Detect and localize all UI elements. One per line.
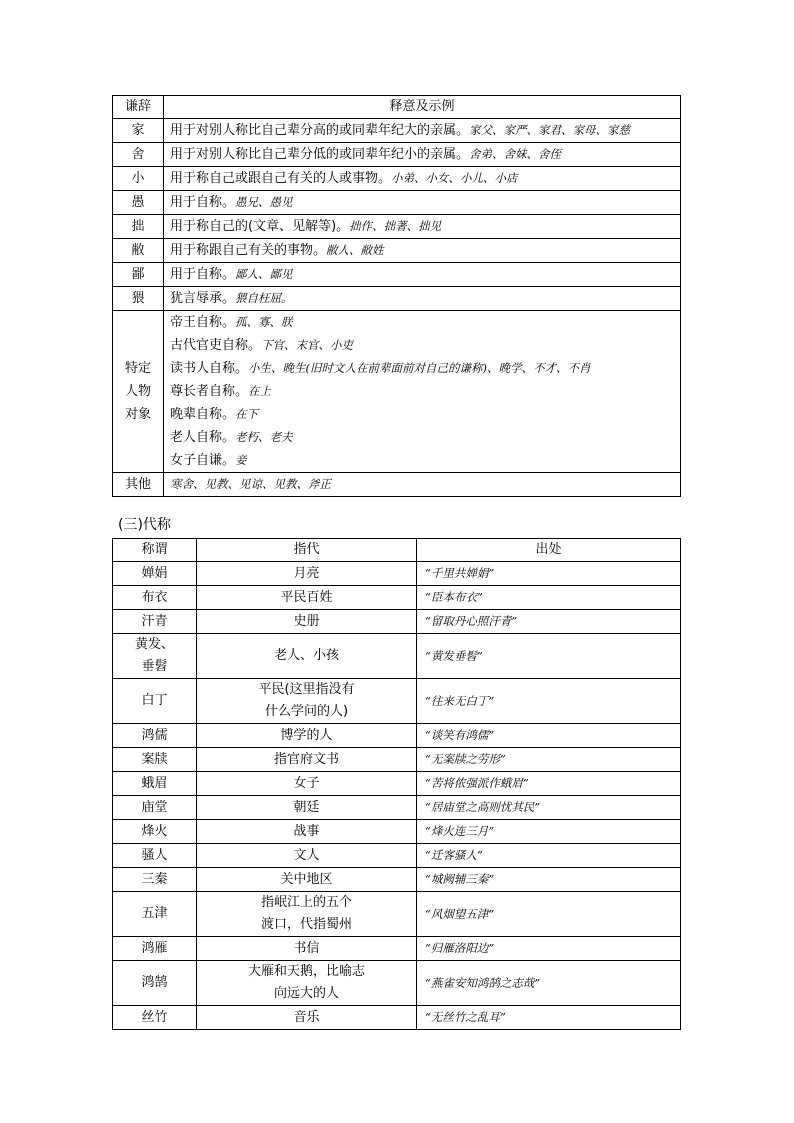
term-text: 骚人 bbox=[141, 847, 168, 863]
meaning-cell bbox=[197, 937, 417, 961]
section-title: (三)代称 bbox=[118, 517, 171, 533]
source-cell bbox=[417, 892, 681, 937]
table-row bbox=[113, 215, 681, 239]
definition-text: 用于对别人称比自己辈分低的或同辈年纪小的亲属。 bbox=[170, 147, 470, 162]
meaning-cell bbox=[197, 844, 417, 868]
example-text: 下官、末官、小吏 bbox=[261, 338, 354, 352]
definition-cell bbox=[164, 143, 681, 167]
example-text: 孤、寡、朕 bbox=[235, 315, 293, 329]
table-row bbox=[113, 634, 681, 679]
example-text: 小弟、小女、小儿、小店 bbox=[391, 171, 518, 185]
meaning-text: 平民百姓 bbox=[280, 589, 333, 605]
term-text: 布衣 bbox=[141, 589, 168, 605]
table-row bbox=[113, 892, 681, 937]
source-quote: “留取丹心照汗青” bbox=[425, 614, 518, 628]
definition-cell bbox=[164, 215, 681, 239]
meaning-cell bbox=[197, 892, 417, 937]
source-quote: “城阙辅三秦” bbox=[425, 872, 495, 886]
source-quote: “无丝竹之乱耳” bbox=[425, 1010, 506, 1024]
definition-line bbox=[170, 426, 676, 449]
meaning-cell bbox=[197, 724, 417, 748]
meaning-cell bbox=[197, 610, 417, 634]
table-row bbox=[113, 724, 681, 748]
source-cell bbox=[417, 562, 681, 586]
column-header: 指代 bbox=[197, 539, 417, 562]
humble-word: 舍 bbox=[113, 143, 164, 167]
meaning-cell bbox=[197, 772, 417, 796]
meaning-cell bbox=[197, 586, 417, 610]
term-cell bbox=[113, 796, 197, 820]
definition-text: 用于称自己或跟自己有关的人或事物。 bbox=[170, 171, 392, 186]
meaning-cell bbox=[197, 868, 417, 892]
definition-text: 老人自称。 bbox=[170, 430, 236, 445]
meaning-cell bbox=[197, 562, 417, 586]
example-text: 猥自枉屈。 bbox=[235, 291, 293, 305]
table-row bbox=[113, 167, 681, 191]
source-cell bbox=[417, 724, 681, 748]
humble-word: 家 bbox=[113, 119, 164, 143]
term-cell bbox=[113, 937, 197, 961]
special-object-label: 人物 bbox=[124, 384, 151, 399]
meaning-cell bbox=[197, 679, 417, 724]
example-text: 鄙人、鄙见 bbox=[235, 267, 293, 281]
table-row bbox=[113, 772, 681, 796]
definition-text: 犹言辱承。 bbox=[170, 291, 236, 306]
meaning-cell bbox=[197, 748, 417, 772]
definition-line bbox=[170, 449, 676, 472]
humble-word: 拙 bbox=[113, 215, 164, 239]
column-header: 称谓 bbox=[113, 539, 197, 562]
source-cell bbox=[417, 1006, 681, 1030]
special-object-label: 对象 bbox=[124, 407, 151, 422]
meaning-cell bbox=[197, 820, 417, 844]
term-text: 汗青 bbox=[141, 613, 168, 629]
example-text: 在下 bbox=[235, 407, 259, 421]
term-cell bbox=[113, 724, 197, 748]
source-cell bbox=[417, 796, 681, 820]
source-quote: “归雁洛阳边” bbox=[425, 941, 495, 955]
meaning-cell bbox=[197, 796, 417, 820]
table-row bbox=[113, 562, 681, 586]
definition-text: 用于对别人称比自己辈分高的或同辈年纪大的亲属。 bbox=[170, 123, 470, 138]
example-text: 小生、晚生(旧时文人在前辈面前对自己的谦称)、晚学、不才、不肖 bbox=[248, 361, 591, 375]
definition-line bbox=[170, 311, 676, 334]
table-row bbox=[113, 287, 681, 311]
table-row bbox=[113, 844, 681, 868]
meaning-text: 大雁和天鹅，比喻志 bbox=[247, 964, 365, 979]
definition-cell bbox=[164, 311, 681, 473]
meaning-text: 什么学问的人) bbox=[264, 704, 349, 719]
table-row bbox=[113, 961, 681, 1006]
special-object-label: 特定 bbox=[124, 361, 151, 376]
source-cell bbox=[417, 679, 681, 724]
term-text: 鸿儒 bbox=[141, 727, 168, 743]
definition-text: 晚辈自称。 bbox=[170, 407, 236, 422]
definition-line bbox=[170, 403, 676, 426]
term-cell bbox=[113, 748, 197, 772]
source-cell bbox=[417, 586, 681, 610]
source-quote: “黄发垂髫” bbox=[425, 648, 483, 663]
meaning-text: 书信 bbox=[293, 940, 320, 956]
table-row bbox=[113, 311, 681, 473]
source-quote: “谈笑有鸿儒” bbox=[425, 728, 495, 742]
meaning-text: 史册 bbox=[293, 613, 320, 629]
term-cell bbox=[113, 1006, 197, 1030]
source-quote: “往来无白丁” bbox=[425, 693, 495, 708]
source-quote: “燕雀安知鸿鹄之志哉” bbox=[425, 975, 541, 990]
definition-text: 用于称跟自己有关的事物。 bbox=[170, 243, 327, 258]
source-quote: “苦将侬强派作蛾眉” bbox=[425, 776, 529, 790]
source-quote: “迁客骚人” bbox=[425, 848, 483, 862]
term-text: 鸿鹄 bbox=[141, 975, 168, 990]
humble-word: 敝 bbox=[113, 239, 164, 263]
definition-line bbox=[170, 334, 676, 357]
source-quote: “居庙堂之高则忧其民” bbox=[425, 800, 541, 814]
definition-line bbox=[170, 380, 676, 403]
definition-text: 帝王自称。 bbox=[170, 315, 236, 330]
meaning-text: 平民(这里指没有 bbox=[258, 682, 355, 697]
term-cell bbox=[113, 679, 197, 724]
source-quote: “风烟望五津” bbox=[425, 906, 495, 921]
definition-text: 古代官吏自称。 bbox=[170, 338, 262, 353]
definition-cell bbox=[164, 287, 681, 311]
source-cell bbox=[417, 748, 681, 772]
term-cell bbox=[113, 634, 197, 679]
source-quote: “臣本布衣” bbox=[425, 590, 483, 604]
source-cell bbox=[417, 868, 681, 892]
meaning-cell bbox=[197, 634, 417, 679]
definition-cell bbox=[164, 191, 681, 215]
term-cell bbox=[113, 772, 197, 796]
column-header: 谦辞 bbox=[113, 96, 164, 119]
term-text: 黄发、 bbox=[134, 637, 174, 652]
term-cell bbox=[113, 820, 197, 844]
meaning-text: 女子 bbox=[293, 775, 320, 791]
humble-word: 小 bbox=[113, 167, 164, 191]
definition-text: 尊长者自称。 bbox=[170, 384, 249, 399]
example-text: 拙作、拙著、拙见 bbox=[349, 219, 442, 233]
table-row bbox=[113, 868, 681, 892]
table-row bbox=[113, 820, 681, 844]
table-row bbox=[113, 679, 681, 724]
example-text: 老朽、老夫 bbox=[235, 430, 293, 444]
term-cell bbox=[113, 610, 197, 634]
table-row bbox=[113, 748, 681, 772]
meaning-text: 向远大的人 bbox=[273, 986, 339, 1001]
term-text: 庙堂 bbox=[141, 799, 168, 815]
definition-cell bbox=[164, 263, 681, 287]
source-cell bbox=[417, 772, 681, 796]
humble-word: 愚 bbox=[113, 191, 164, 215]
source-cell bbox=[417, 634, 681, 679]
term-text: 烽火 bbox=[141, 823, 168, 839]
table-row bbox=[113, 586, 681, 610]
meaning-text: 战事 bbox=[293, 823, 320, 839]
meaning-text: 朝廷 bbox=[293, 799, 320, 815]
meaning-text: 指岷江上的五个 bbox=[260, 895, 352, 910]
table-row bbox=[113, 610, 681, 634]
definition-text: 用于自称。 bbox=[170, 267, 236, 282]
table-row bbox=[113, 937, 681, 961]
meaning-text: 月亮 bbox=[293, 565, 320, 581]
example-text: 家父、家严、家君、家母、家慈 bbox=[469, 123, 631, 137]
term-text: 婵娟 bbox=[141, 565, 168, 581]
column-header: 出处 bbox=[417, 539, 681, 562]
table-row bbox=[113, 796, 681, 820]
term-cell bbox=[113, 562, 197, 586]
humble-word: 鄙 bbox=[113, 263, 164, 287]
term-cell bbox=[113, 892, 197, 937]
term-text: 垂髫 bbox=[141, 659, 168, 674]
example-text: 敝人、敝姓 bbox=[326, 243, 384, 257]
term-cell bbox=[113, 868, 197, 892]
meaning-text: 指官府文书 bbox=[273, 751, 339, 767]
source-cell bbox=[417, 844, 681, 868]
term-cell bbox=[113, 961, 197, 1006]
definition-cell bbox=[164, 119, 681, 143]
table-row bbox=[113, 239, 681, 263]
term-cell bbox=[113, 844, 197, 868]
definition-cell bbox=[164, 239, 681, 263]
source-cell bbox=[417, 961, 681, 1006]
example-text: 舍弟、舍妹、舍侄 bbox=[469, 147, 562, 161]
meaning-text: 音乐 bbox=[293, 1009, 320, 1025]
meaning-text: 文人 bbox=[293, 847, 320, 863]
meaning-text: 渡口，代指蜀州 bbox=[260, 917, 352, 932]
term-text: 丝竹 bbox=[141, 1009, 168, 1025]
table-row bbox=[113, 1006, 681, 1030]
term-text: 鸿雁 bbox=[141, 940, 168, 956]
source-quote: “烽火连三月” bbox=[425, 824, 495, 838]
source-cell bbox=[417, 820, 681, 844]
term-text: 三秦 bbox=[141, 871, 168, 887]
example-text: 寒舍、见教、见谅、见教、斧正 bbox=[170, 477, 331, 491]
table-header-row bbox=[113, 539, 681, 562]
table-row bbox=[113, 473, 681, 497]
term-text: 五津 bbox=[141, 906, 168, 921]
special-object-cell bbox=[113, 311, 164, 473]
alias-table bbox=[112, 538, 681, 1030]
definition-cell bbox=[164, 167, 681, 191]
definition-line bbox=[170, 357, 676, 380]
example-text: 在上 bbox=[248, 384, 272, 398]
definition-cell bbox=[164, 473, 681, 497]
table-row bbox=[113, 143, 681, 167]
term-cell bbox=[113, 586, 197, 610]
term-text: 白丁 bbox=[141, 693, 168, 708]
definition-text: 女子自谦。 bbox=[170, 453, 236, 468]
humble-words-table bbox=[112, 95, 681, 497]
table-row bbox=[113, 191, 681, 215]
term-text: 蛾眉 bbox=[141, 775, 168, 791]
source-cell bbox=[417, 937, 681, 961]
term-text: 案牍 bbox=[141, 751, 168, 767]
meaning-text: 博学的人 bbox=[280, 727, 333, 743]
table-row bbox=[113, 119, 681, 143]
source-cell bbox=[417, 610, 681, 634]
definition-text: 用于自称。 bbox=[170, 195, 236, 210]
meaning-cell bbox=[197, 1006, 417, 1030]
column-header: 释意及示例 bbox=[164, 96, 681, 119]
meaning-text: 关中地区 bbox=[280, 871, 333, 887]
example-text: 妾 bbox=[235, 453, 247, 467]
humble-word: 猥 bbox=[113, 287, 164, 311]
definition-text: 读书人自称。 bbox=[170, 361, 249, 376]
meaning-text: 老人、小孩 bbox=[273, 648, 339, 663]
definition-text: 用于称自己的(文章、见解等)。 bbox=[170, 219, 350, 234]
source-quote: “无案牍之劳形” bbox=[425, 752, 506, 766]
humble-word: 其他 bbox=[113, 473, 164, 497]
meaning-cell bbox=[197, 961, 417, 1006]
example-text: 愚兄、愚见 bbox=[235, 195, 293, 209]
source-quote: “千里共婵娟” bbox=[425, 566, 495, 580]
table-row bbox=[113, 263, 681, 287]
table-header-row bbox=[113, 96, 681, 119]
